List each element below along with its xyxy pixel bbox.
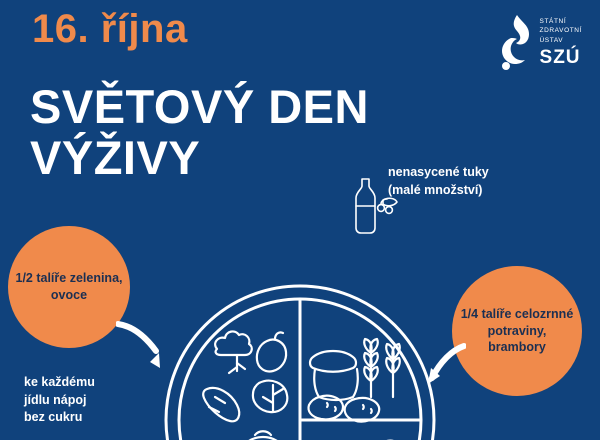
label-drink-line1: ke každému [24,375,95,389]
szu-logo-text [540,17,582,69]
oil-bottle-icon [340,176,400,238]
szu-logo-line1: STÁTNÍ [539,17,567,25]
label-unsaturated-fats-line2: (malé množství) [388,182,483,197]
callout-wholegrain-potatoes: 1/4 talíře celozrnné potraviny, brambory [452,266,582,396]
page-title-line2: VÝŽIVY [30,130,201,184]
szu-logo-line2: ZDRAVOTNÍ [539,27,582,35]
callout-vegetables-fruit: 1/2 talíře zelenina, ovoce [8,226,130,348]
szu-logo-mark-icon [497,14,533,72]
szu-logo-acronym: SZÚ [539,47,581,69]
label-drink-line3: bez cukru [24,410,83,424]
poster-date: 16. října [32,7,188,51]
szu-logo-line3: ÚSTAV [539,36,564,44]
label-sugar-free-drink [24,374,95,427]
label-unsaturated-fats [388,164,489,199]
page-title [30,82,369,184]
label-drink-line2: jídlu nápoj [24,392,87,407]
szu-logo [497,14,582,72]
healthy-plate-diagram [163,283,437,440]
page-title-line1: SVĚTOVÝ DEN [30,80,369,133]
label-unsaturated-fats-line1: nenasycené tuky [388,165,489,179]
